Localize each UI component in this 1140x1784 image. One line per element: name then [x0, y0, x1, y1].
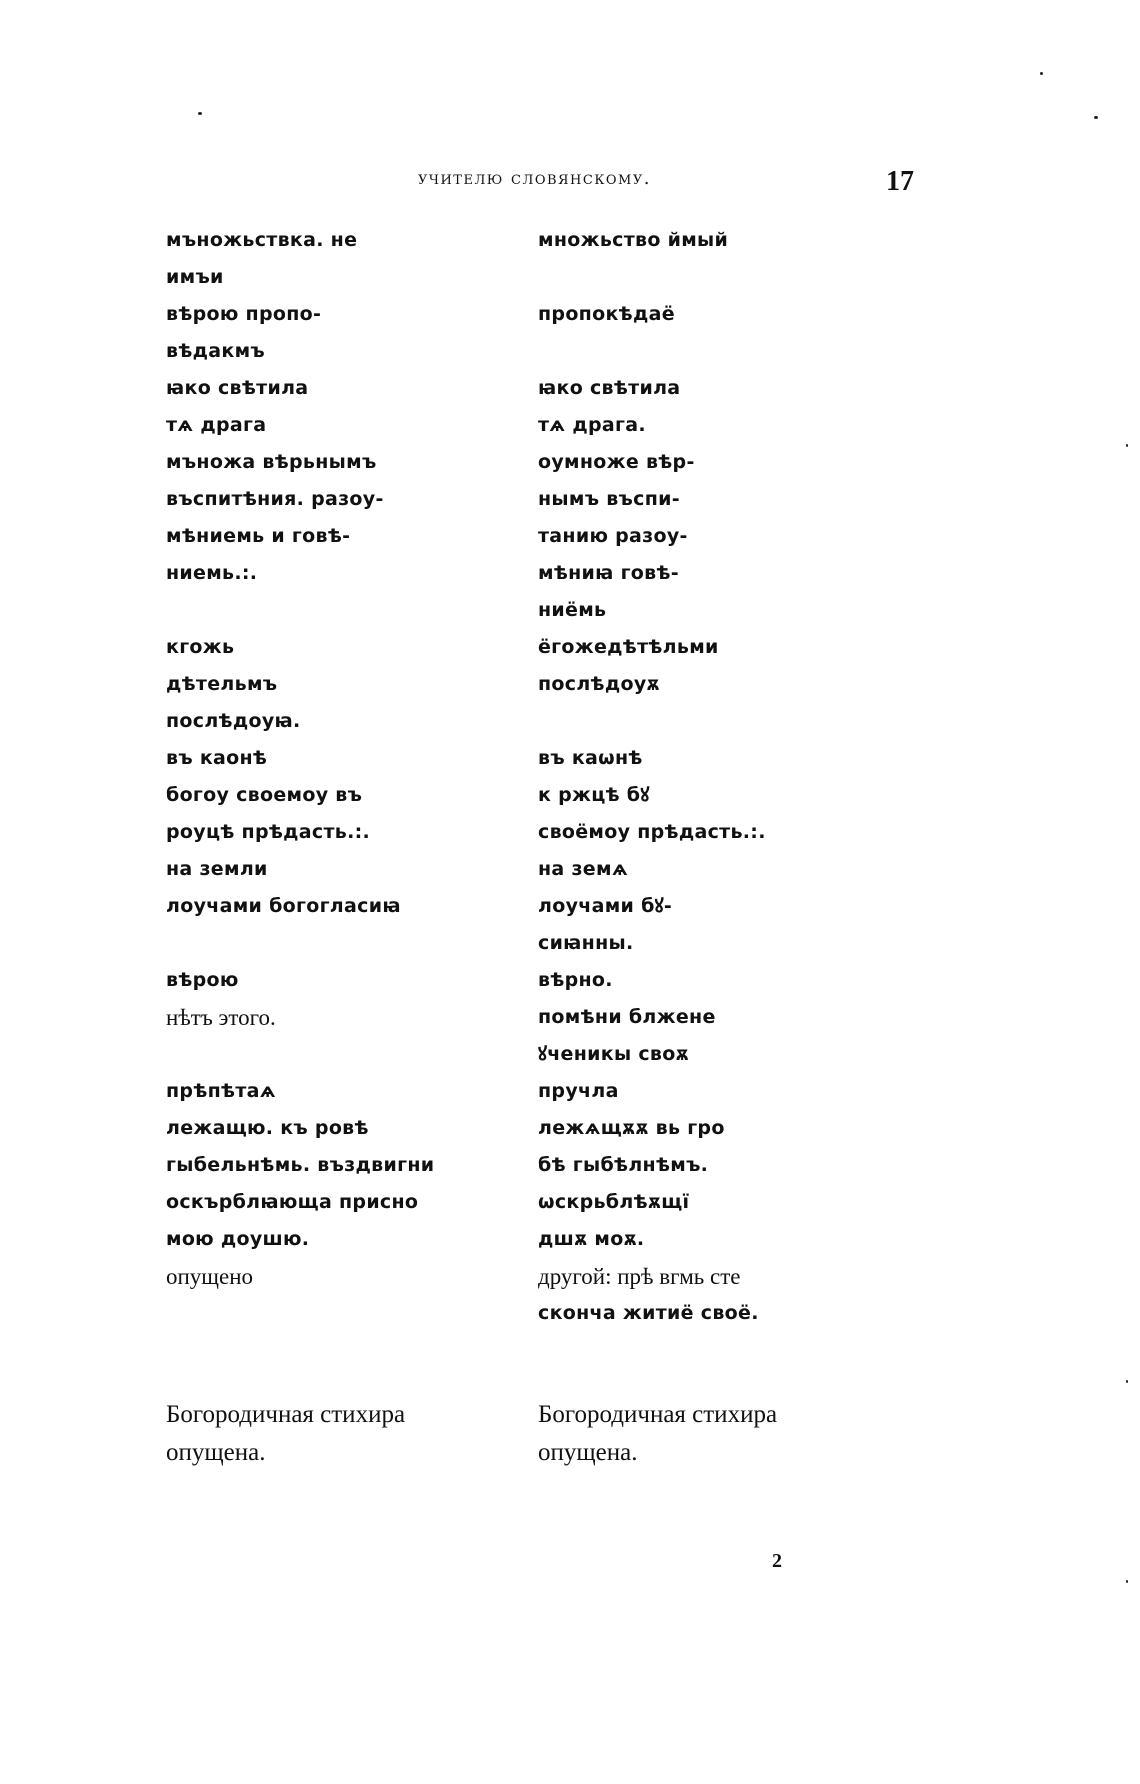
left-column-line: оскърблꙗюща присно: [166, 1191, 419, 1213]
print-speck: [1126, 1380, 1128, 1383]
left-column-line: кгожь: [166, 636, 235, 658]
right-column-line: бѣ гыбѣлнѣмъ.: [538, 1154, 709, 1176]
right-text-column: [538, 222, 918, 1332]
right-column-line: своёмоу прѣдасть.:.: [538, 821, 766, 843]
left-column-line: дѣтельмъ: [166, 673, 278, 695]
right-column-line: на земѧ: [538, 858, 628, 880]
right-column-line: ꙗко свѣтила: [538, 377, 681, 399]
left-column-line: мѣниемь и говѣ-: [166, 525, 351, 547]
print-speck: [198, 112, 202, 115]
right-column-line: дшѫ моѫ.: [538, 1228, 645, 1250]
left-column-line: [166, 925, 546, 962]
print-speck: [1094, 116, 1098, 119]
left-column-line: послѣдоуꙗ.: [166, 710, 301, 732]
print-speck: [1126, 444, 1128, 447]
right-column-line: сконча житиё своё.: [538, 1302, 759, 1324]
left-footer-line: Богородичная стихира: [166, 1401, 406, 1428]
left-column-line: гыбельнѣмь. въздвигни: [166, 1154, 435, 1176]
left-column-line: вѣрою: [166, 969, 239, 991]
left-column-line: ниемь.:.: [166, 562, 258, 584]
left-footer-line: опущена.: [166, 1439, 266, 1466]
page-number: 17: [886, 166, 914, 197]
print-speck: [1126, 1580, 1128, 1583]
right-column-line: пропокѣдаё: [538, 303, 675, 325]
right-column-line: въ каѡнѣ: [538, 747, 643, 769]
running-head: учителю словянскому.: [418, 168, 651, 189]
right-footer-line: Богородичная стихира: [538, 1401, 778, 1428]
right-column-line: ниёмь: [538, 599, 607, 621]
right-column-line: [538, 333, 918, 370]
left-column-line: на земли: [166, 858, 268, 880]
right-column-line: оумноже вѣр-: [538, 451, 695, 473]
left-column-line: тѧ драга: [166, 414, 267, 436]
left-column-line: вѣрою пропо-: [166, 303, 322, 325]
left-column-line: прѣпѣтаѧ: [166, 1080, 276, 1102]
right-column-line: нымъ въспи-: [538, 488, 680, 510]
left-column-line: лежащю. къ ровѣ: [166, 1117, 369, 1139]
right-column-line: [538, 259, 918, 296]
right-column-line: танию разоу-: [538, 525, 688, 547]
right-column-line: тѧ драга.: [538, 414, 646, 436]
right-column-line: [538, 703, 918, 740]
left-column-line: вѣдакмъ: [166, 340, 265, 362]
signature-mark: 2: [772, 1550, 782, 1572]
left-column-line: мъножьствка. не: [166, 229, 358, 251]
right-column-line: вѣрно.: [538, 969, 613, 991]
right-column-line: множьство ймый: [538, 229, 729, 251]
right-footer-line: опущена.: [538, 1439, 638, 1466]
right-column-line: ꙋченикы своѫ: [538, 1043, 689, 1065]
right-footer-note: [538, 1396, 918, 1472]
left-column-line: опущено: [166, 1264, 254, 1289]
print-speck: [1040, 72, 1043, 75]
right-column-line: пручла: [538, 1080, 619, 1102]
left-column-line: въспитѣния. разоу-: [166, 488, 384, 510]
left-column-line: [166, 1036, 546, 1073]
left-text-column: [166, 222, 546, 1295]
left-column-line: нѣтъ этого.: [166, 1005, 276, 1030]
right-column-line: помѣни блжене: [538, 1006, 716, 1028]
left-column-line: роуцѣ прѣдасть.:.: [166, 821, 371, 843]
right-column-line: ёгожедѣтѣльми: [538, 636, 719, 658]
left-column-line: богоу своемоу въ: [166, 784, 363, 806]
left-column-line: въ каонѣ: [166, 747, 268, 769]
right-column-line: лоучами бꙋ-: [538, 895, 673, 917]
right-column-line: мѣниꙗ говѣ-: [538, 562, 679, 584]
left-column-line: мою доушю.: [166, 1228, 310, 1250]
right-column-line: другой: прѣ вгмь сте: [538, 1264, 741, 1289]
right-column-line: послѣдоуѫ: [538, 673, 660, 695]
left-footer-note: [166, 1396, 546, 1472]
right-column-line: лежѧщѫѫ вь гро: [538, 1117, 725, 1139]
right-column-line: сиꙗнны.: [538, 932, 634, 954]
left-column-line: лоучами богогласиꙗ: [166, 895, 401, 917]
left-column-line: ꙗко свѣтила: [166, 377, 309, 399]
right-column-line: ѡскрьблѣѫщї: [538, 1191, 690, 1213]
left-column-line: [166, 592, 546, 629]
right-column-line: к ржцѣ бꙋ: [538, 784, 650, 806]
left-column-line: мъножа вѣрьнымъ: [166, 451, 377, 473]
left-column-line: имъи: [166, 266, 224, 288]
